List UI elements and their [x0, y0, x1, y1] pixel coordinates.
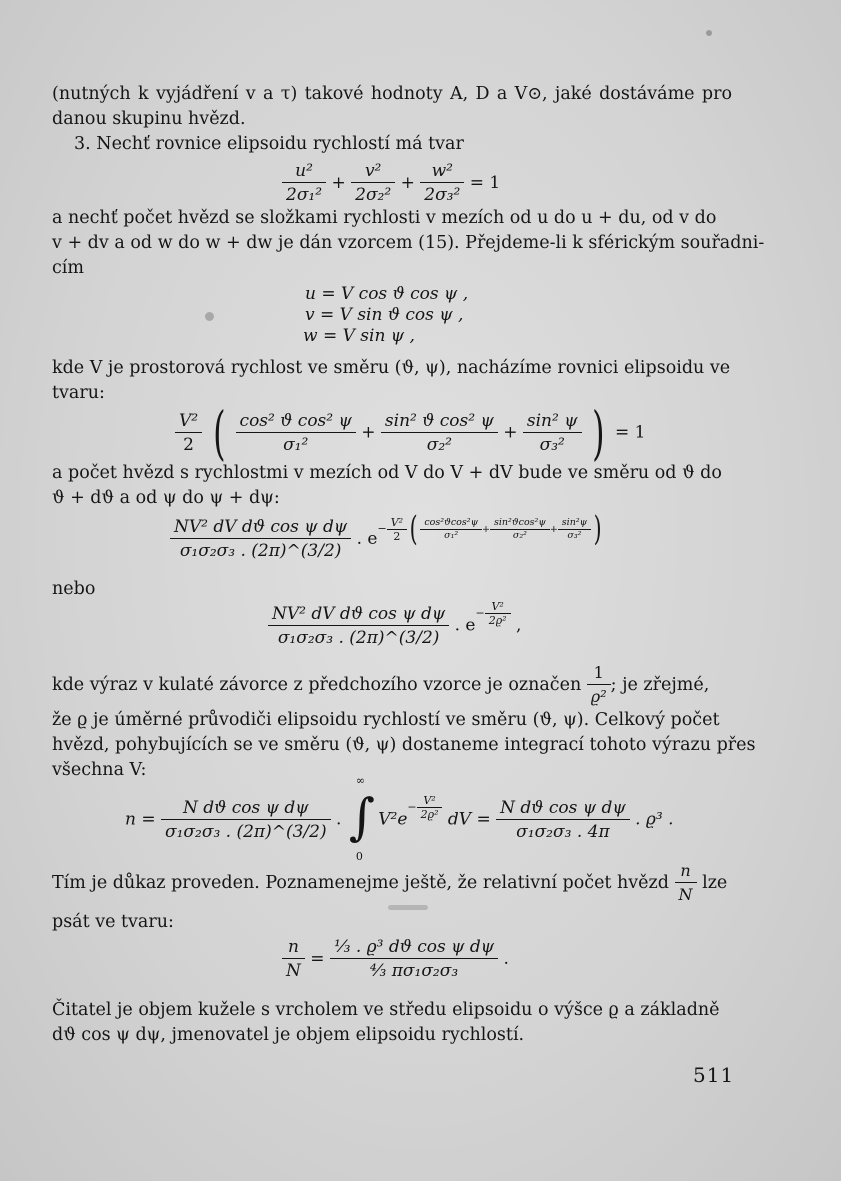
exp-num: sin²ψ: [558, 517, 591, 530]
integral-sign: [347, 774, 375, 863]
eq-term-num: w²: [420, 160, 464, 183]
eq-den: σ₁σ₂σ₃ . 4π: [516, 821, 610, 842]
eq-num: NV² dV dϑ cos ψ dψ: [268, 603, 449, 626]
eq-term-num: sin² ϑ cos² ψ: [381, 410, 498, 433]
eq-dot: .: [336, 809, 342, 830]
coord-u: u = V cos ϑ cos ψ ,: [305, 284, 469, 304]
exp-num: cos²ϑcos²ψ: [420, 517, 482, 530]
inline-frac-num: 1: [587, 662, 611, 685]
exp-num: V²: [387, 516, 407, 530]
eq-term-num: V²: [175, 410, 202, 433]
eq-term-den: 2σ₃²: [424, 185, 461, 205]
eq-term-num: sin² ψ: [523, 410, 582, 433]
eq-num: n: [282, 936, 305, 959]
eq-term-num: v²: [351, 160, 395, 183]
paren-close: ): [593, 509, 602, 549]
paper-speck: [706, 30, 712, 36]
equation-integral: [125, 774, 674, 863]
equation-spherical: $\frac{\text{V²}}{2}$ ( $\frac{\text{cos² ϑ cos² ψ}}{\text{σ₁²}}$ + $\frac{\text{sin² ϑ cos² ψ}}{\text{σ₂²}}$ + $\frac{\text{sin² ψ}}{\text{σ₃²}}$ ) = 1: [175, 404, 645, 462]
eq-tail: . ϱ³ .: [635, 809, 674, 830]
eq-term-num: cos² ϑ cos² ψ: [236, 410, 356, 433]
paper-speck: [205, 312, 214, 321]
equation-count-2: [268, 600, 521, 650]
coord-v: v = V sin ϑ cos ψ ,: [305, 305, 464, 325]
eq-rhs: = 1: [469, 173, 501, 193]
eq-trail: ,: [516, 615, 522, 636]
eq-den: σ₁σ₂σ₃ . (2π)^(3/2): [165, 821, 327, 842]
eq-num: N dϑ cos ψ dψ: [496, 797, 630, 820]
text-run: Tím je důkaz proveden. Poznamenejme ještě, že relativní počet hvězd: [52, 873, 669, 893]
paragraph-line: hvězd, pohybujících se ve směru (ϑ, ψ) dostaneme integrací tohoto výrazu přes: [52, 735, 756, 755]
exp-num: V²: [485, 600, 511, 614]
paragraph-line: a nechť počet hvězd se složkami rychlosti v mezích od u do u + du, od v do: [52, 208, 717, 228]
text-run: lze: [702, 873, 728, 893]
paren-close: ): [592, 399, 605, 467]
eq-term-num: u²: [282, 160, 326, 183]
eq-num: NV² dV dϑ cos ψ dψ: [170, 516, 351, 539]
eq-term-den: σ₃²: [539, 434, 565, 455]
paragraph-line-with-fraction: [52, 662, 732, 709]
paragraph-line: všechna V:: [52, 760, 147, 780]
integrand: V²e: [378, 809, 408, 830]
inline-frac-den: N: [678, 885, 693, 904]
eq-tail: .: [503, 949, 509, 969]
eq-differential: dV =: [447, 809, 491, 830]
paragraph-line: a počet hvězd s rychlostmi v mezích od V do V + dV bude ve směru od ϑ do: [52, 463, 722, 483]
eq-den: N: [286, 961, 301, 981]
exp-num: sin²ϑcos²ψ: [490, 517, 550, 530]
eq-den: σ₁σ₂σ₃ . (2π)^(3/2): [277, 627, 440, 648]
integral-upper: ∞: [355, 774, 365, 787]
paragraph-line: dϑ cos ψ dψ, jmenovatel je objem elipsoidu rychlostí.: [52, 1025, 525, 1045]
eq-den: σ₁σ₂σ₃ . (2π)^(3/2): [179, 541, 342, 561]
integral-symbol: ∫: [348, 788, 375, 846]
eq-num: N dϑ cos ψ dψ: [161, 797, 331, 820]
exp-den: σ₂²: [512, 529, 527, 541]
page-number: 511: [693, 1063, 735, 1087]
equation-ratio: [282, 936, 509, 983]
coord-w: w = V sin ψ ,: [303, 326, 415, 346]
exp-base: . e: [454, 615, 476, 636]
paragraph-line: Čitatel je objem kužele s vrcholem ve středu elipsoidu o výšce ϱ a základně: [52, 1000, 720, 1020]
integral-lower: 0: [355, 850, 363, 863]
exp-den: σ₁²: [444, 529, 459, 541]
inline-frac-den: ϱ²: [590, 687, 607, 706]
exp-den: σ₃²: [567, 529, 582, 541]
paren-open: (: [212, 399, 226, 467]
text-run: kde výraz v kulaté závorce z předchozího vzorce je označen: [52, 675, 582, 695]
exponent: − $\frac{\text{V²}}{\text{2ϱ²}}$: [407, 794, 442, 821]
exp-den: 2: [393, 529, 401, 543]
paragraph-item-3: 3. Nechť rovnice elipsoidu rychlostí má tvar: [74, 134, 464, 154]
exp-den: 2ϱ²: [488, 614, 507, 627]
paragraph-line: tvaru:: [52, 383, 105, 403]
exponent: − $\frac{\text{V²}}{2}$ ( $\frac{\text{cos²ϑcos²ψ}}{\text{σ₁²}}$ + $\frac{\text{sin²ϑcos²ψ}}{\text{σ₂²}}$ + $\frac{\text{sin²ψ}}{\text{σ₃²}}$ ): [377, 509, 602, 549]
eq-term-den: 2σ₂²: [355, 185, 392, 205]
text-run: ; je zřejmé,: [610, 675, 710, 695]
exponent: − $\frac{\text{V²}}{\text{2ϱ²}}$: [476, 600, 511, 627]
paragraph-line-with-fraction: [52, 860, 732, 907]
exp-num: V²: [417, 794, 443, 808]
eq-num: ⅓ . ϱ³ dϑ cos ψ dψ: [330, 936, 498, 959]
eq-term-den: σ₂²: [426, 434, 452, 455]
paragraph-line: ϑ + dϑ a od ψ do ψ + dψ:: [52, 488, 280, 508]
paragraph-line: cím: [52, 258, 84, 278]
eq-lhs: n =: [125, 809, 156, 830]
exp-den: 2ϱ²: [420, 808, 439, 821]
paragraph-line: kde V je prostorová rychlost ve směru (ϑ, ψ), nacházíme rovnici elipsoidu ve: [52, 358, 731, 378]
paragraph-intro: (nutných k vyjádření v a τ) takové hodnoty A, D a V⊙, jaké dostáváme pro danou skupinu hvězd.: [52, 84, 732, 129]
eq-rhs: = 1: [615, 422, 646, 443]
eq-equals: =: [310, 949, 325, 969]
paragraph-line: že ϱ je úměrné průvodiči elipsoidu rychlostí ve směru (ϑ, ψ). Celkový počet: [52, 710, 720, 730]
eq-den: ⁴⁄₃ πσ₁σ₂σ₃: [369, 961, 459, 981]
exp-base: . e: [356, 529, 378, 549]
equation-count-1: [170, 509, 604, 563]
paragraph-line: psát ve tvaru:: [52, 912, 174, 932]
inline-frac-num: n: [675, 860, 697, 883]
paren-open: (: [409, 509, 418, 549]
word-nebo: nebo: [52, 579, 96, 599]
eq-term-den: σ₁²: [283, 434, 309, 455]
equation-ellipsoid: $\frac{\text{u²}}{\text{2σ₁²}}$ + $\frac{\text{v²}}{\text{2σ₂²}}$ + $\frac{\text{w²}}{\text{2σ₃²}}$ = 1: [282, 160, 500, 207]
paragraph-line: v + dv a od w do w + dw je dán vzorcem (15). Přejdeme-li k sférickým souřadni-: [52, 233, 765, 253]
eq-term-den: 2: [183, 434, 194, 455]
eq-term-den: 2σ₁²: [286, 185, 323, 205]
